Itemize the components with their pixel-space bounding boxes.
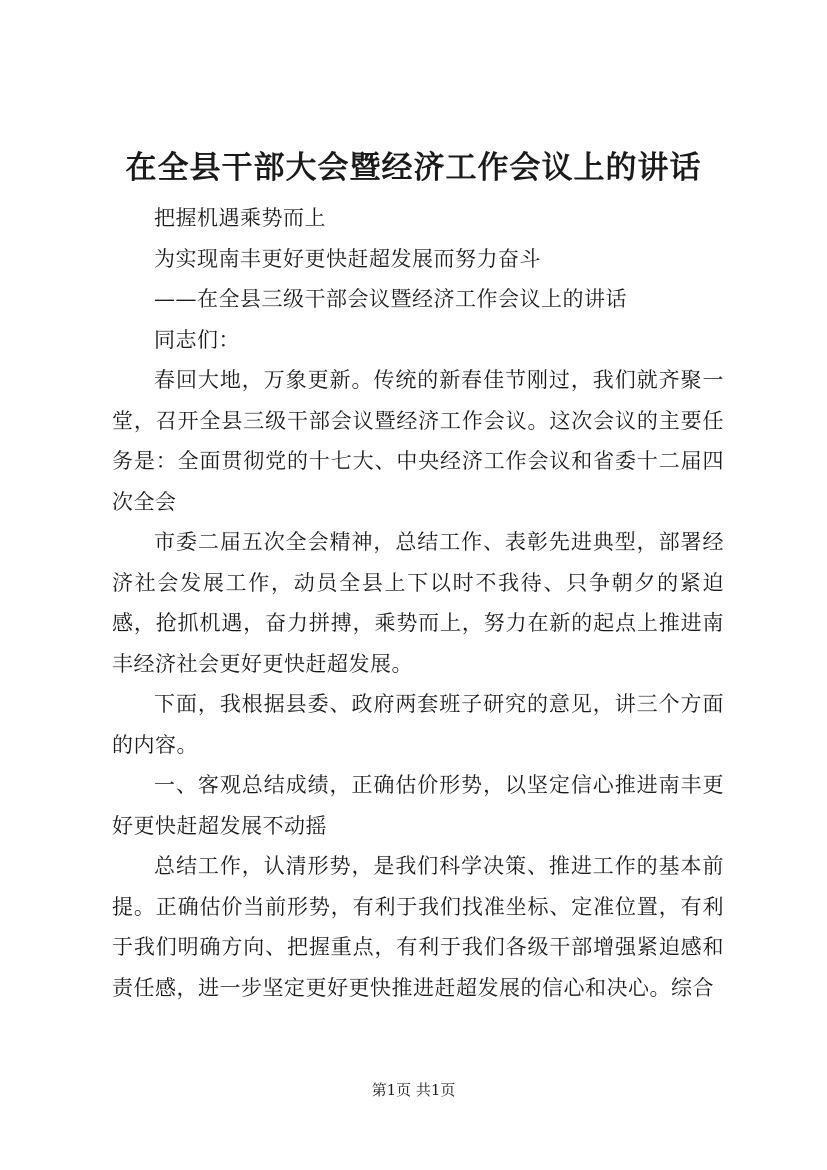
document-body	[112, 198, 724, 1008]
section-heading: 一、客观总结成绩，正确估价形势，以坚定信心推进南丰更好更快赶超发展不动摇	[112, 773, 724, 838]
body-paragraph: 春回大地，万象更新。传统的新春佳节刚过，我们就齐聚一堂，召开全县三级干部会议暨经济工作会议。这次会议的主要任务是：全面贯彻党的十七大、中央经济工作会议和省委十二届四次全会	[112, 368, 724, 514]
body-paragraph: 市委二届五次全会精神，总结工作、表彰先进典型，部署经济社会发展工作，动员全县上下以时不我待、只争朝夕的紧迫感，抢抓机遇，奋力拼搏，乘势而上，努力在新的起点上推进南丰经济社会更好更快赶超发展。	[112, 530, 724, 676]
document-title: 在全县干部大会暨经济工作会议上的讲话	[125, 150, 702, 186]
subtitle-line-1: 把握机遇乘势而上	[154, 206, 326, 230]
page-footer: 第1页 共1页	[371, 1081, 456, 1099]
salutation: 同志们：	[154, 327, 240, 352]
subtitle-line-2: 为实现南丰更好更快赶超发展而努力奋斗	[154, 246, 541, 271]
subtitle-line-3: ——在全县三级干部会议暨经济工作会议上的讲话	[154, 287, 627, 311]
body-paragraph: 下面，我根据县委、政府两套班子研究的意见，讲三个方面的内容。	[112, 692, 724, 757]
body-paragraph: 总结工作，认清形势，是我们科学决策、推进工作的基本前提。正确估价当前形势，有利于我们找准坐标、定准位置，有利于我们明确方向、把握重点，有利于我们各级干部增强紧迫感和责任感，进一步坚定更好更快推进赶超发展的信心和决心。综合	[112, 854, 724, 1000]
